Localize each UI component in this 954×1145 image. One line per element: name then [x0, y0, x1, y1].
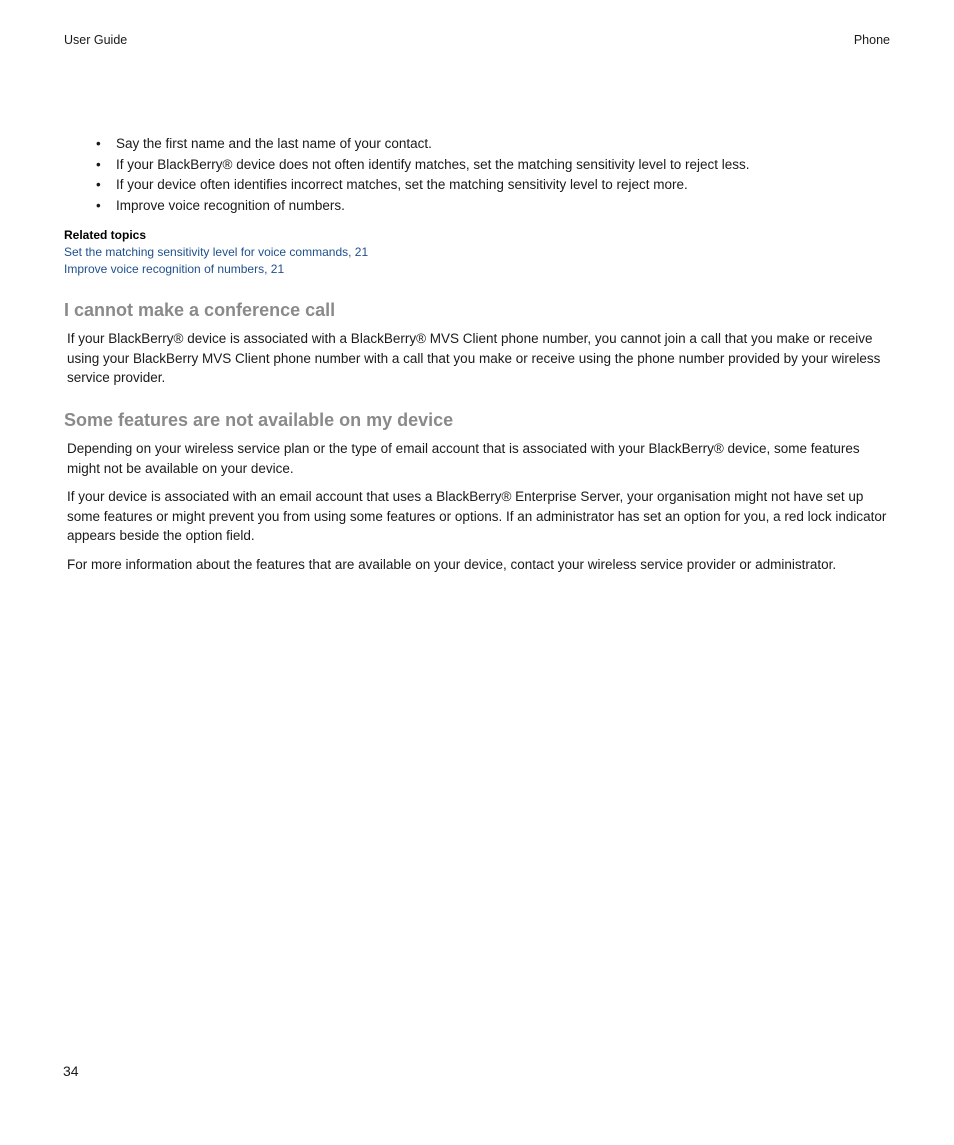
section-heading-features-unavailable: Some features are not available on my device [64, 410, 454, 430]
paragraph: If your device is associated with an email account that uses a BlackBerry® Enterprise Server, your organisation might not have set up some features or might prevent you from using some features or options. If an administrator has set an option for you, a red lock indicator appears beside the option field. [67, 489, 887, 544]
tips-bullet-list [64, 134, 890, 216]
bullet-item: • If your BlackBerry® device does not often identify matches, set the matching sensitivity level to reject less. [64, 155, 890, 176]
header-chapter-title: Phone [853, 33, 890, 47]
paragraph: If your BlackBerry® device is associated with a BlackBerry® MVS Client phone number, you cannot join a call that you make or receive using your BlackBerry MVS Client phone number with a call that you make or receive using the phone number provided by your wireless service provider. [67, 331, 881, 386]
page-number: 34 [63, 1063, 79, 1079]
related-link-sensitivity[interactable]: Set the matching sensitivity level for voice commands, 21 [64, 245, 369, 259]
bullet-item: • If your device often identifies incorrect matches, set the matching sensitivity level to reject more. [64, 175, 890, 196]
related-topics [64, 227, 890, 278]
related-topics-title: Related topics [64, 228, 147, 242]
bullet-item: • Say the first name and the last name of your contact. [64, 134, 890, 155]
running-header [64, 33, 890, 47]
header-doc-title: User Guide [64, 33, 128, 47]
paragraph: For more information about the features that are available on your device, contact your wireless service provider or administrator. [67, 557, 837, 572]
section-heading-conference-call: I cannot make a conference call [64, 300, 336, 320]
related-link-voice-recognition[interactable]: Improve voice recognition of numbers, 21 [64, 262, 285, 276]
bullet-item: • Improve voice recognition of numbers. [64, 196, 890, 217]
paragraph: Depending on your wireless service plan or the type of email account that is associated with your BlackBerry® device, some features might not be available on your device. [67, 441, 860, 476]
